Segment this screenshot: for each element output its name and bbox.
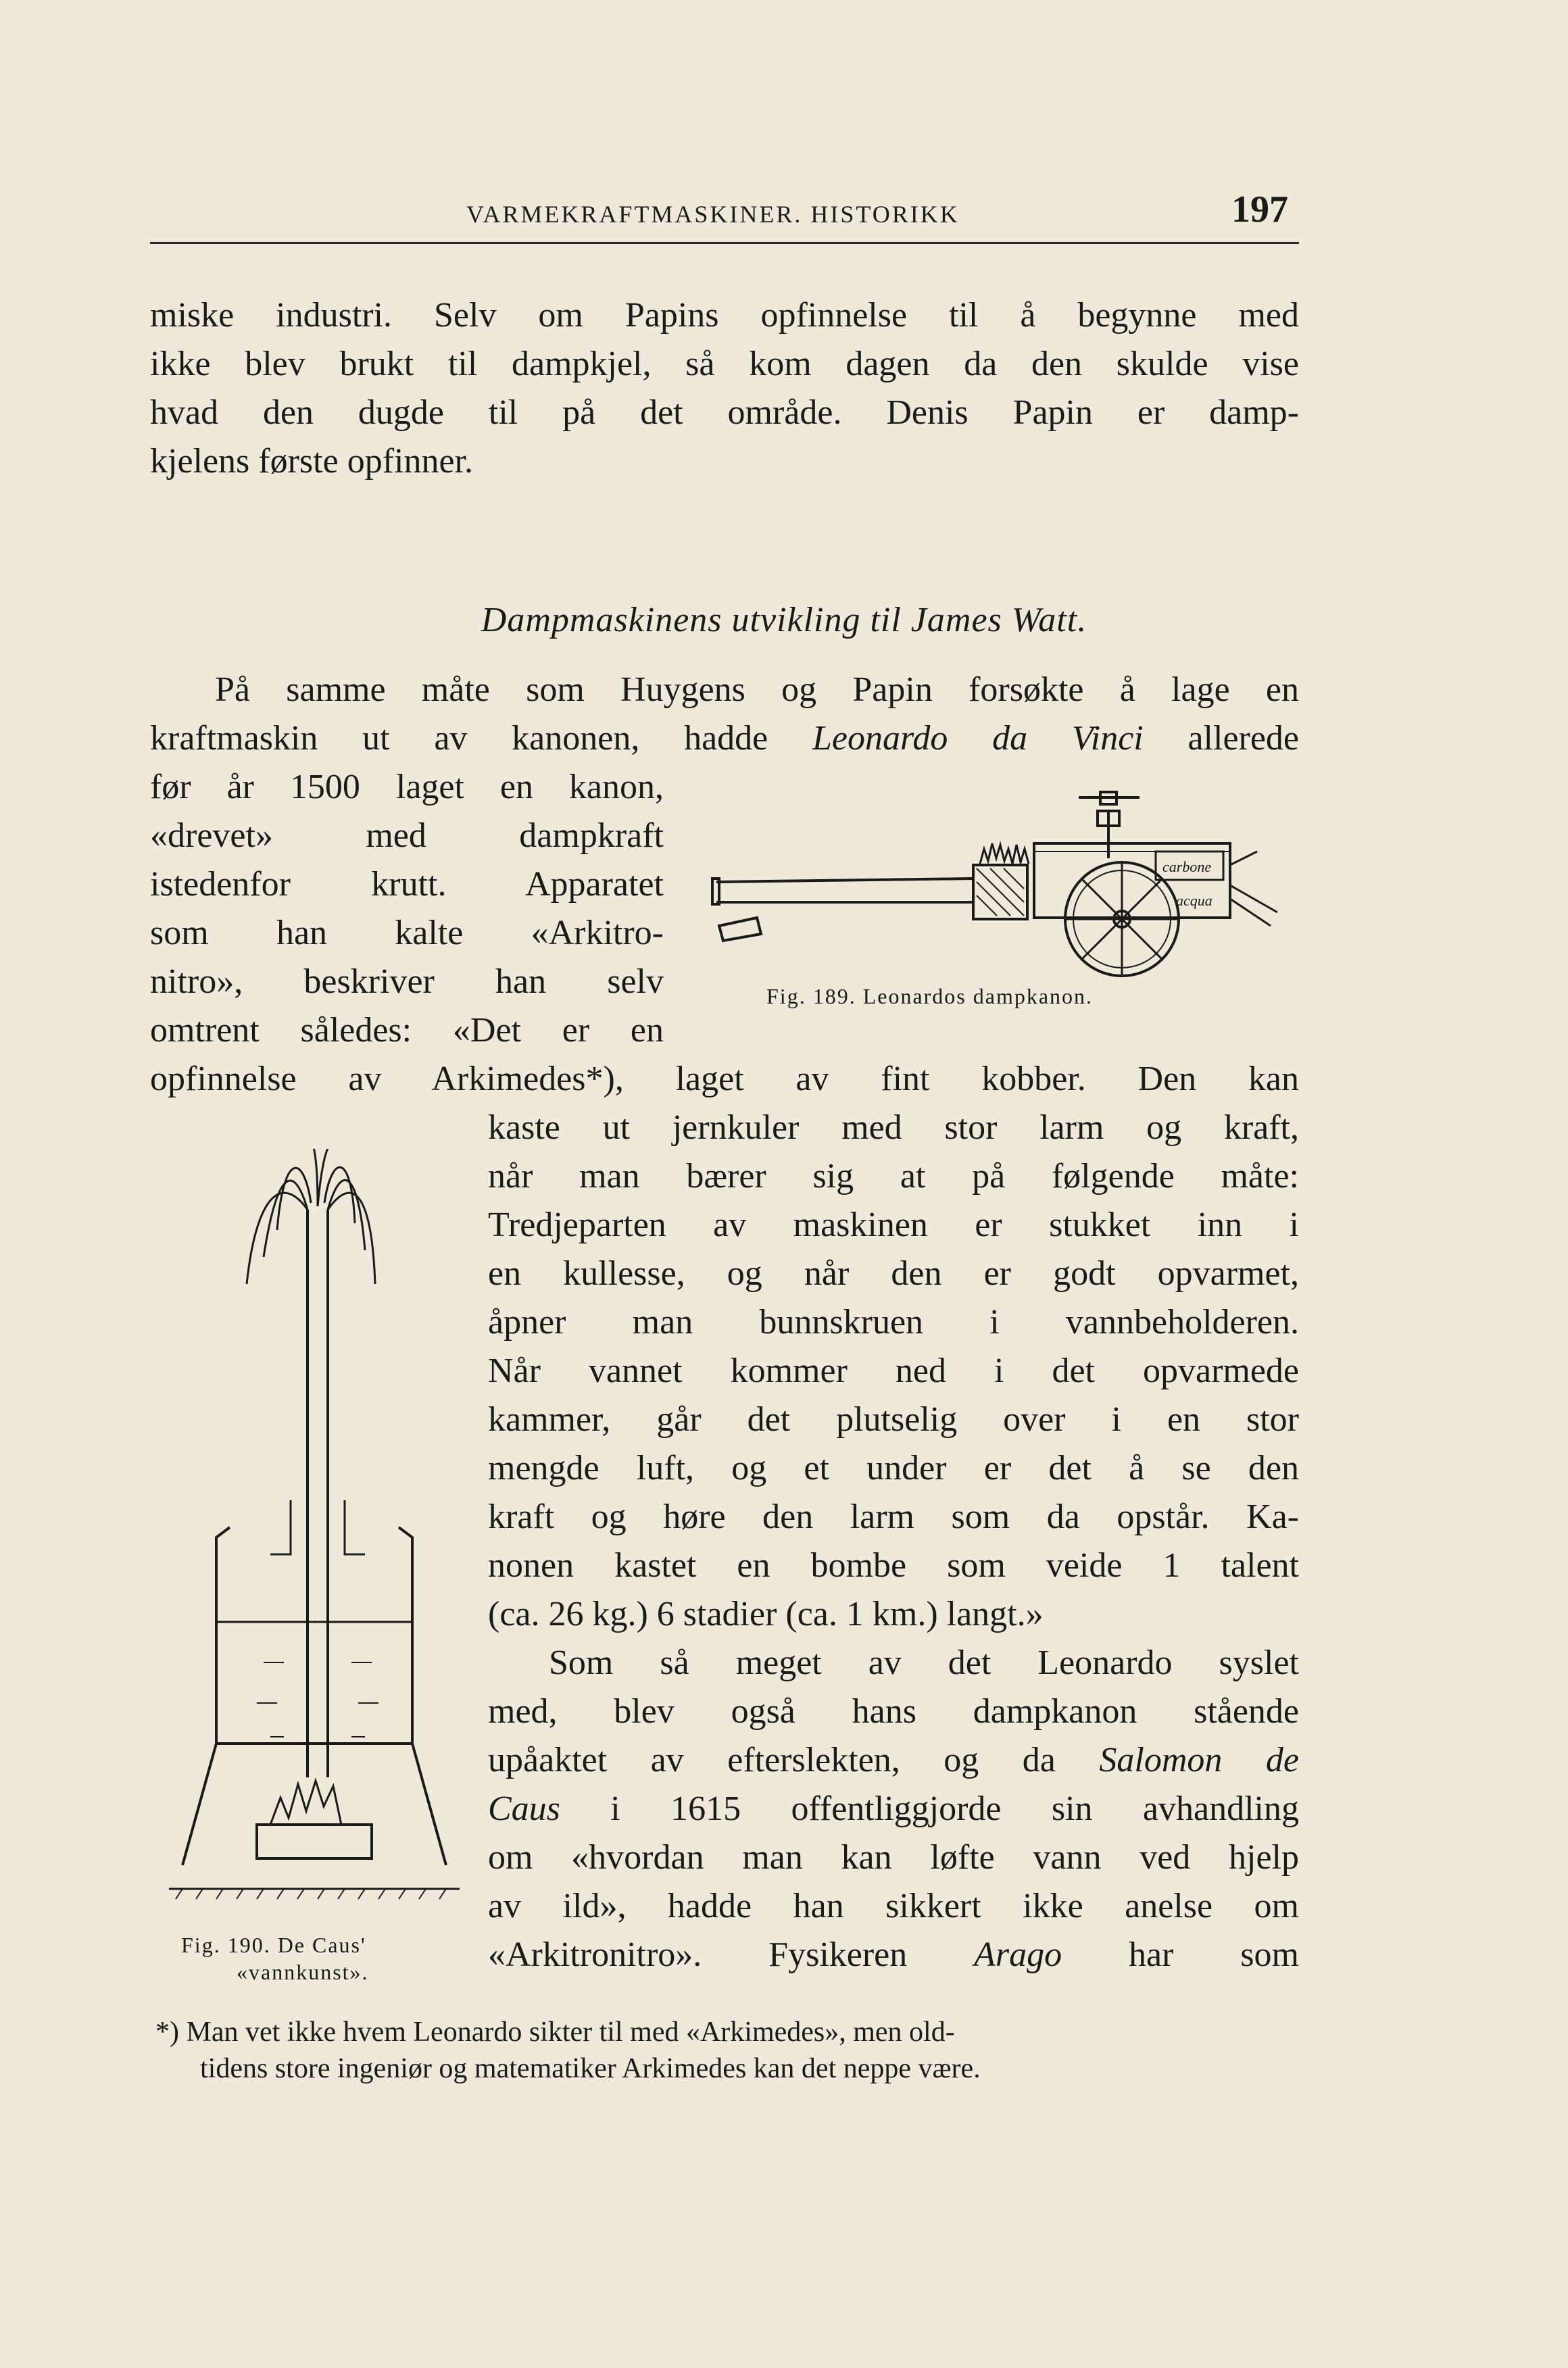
body-line: Tredjeparten av maskinen er stukket inn i — [488, 1206, 1299, 1244]
running-header: VARMEKRAFTMASKINER. HISTORIKK — [466, 201, 960, 228]
fig189-dampkanon-illustration — [703, 784, 1298, 987]
footnote-line: tidens store ingeniør og matematiker Arkimedes kan det neppe være. — [200, 2053, 981, 2084]
body-line: om «hvordan man kan løfte vann ved hjelp — [488, 1838, 1299, 1877]
page-number: 197 — [1231, 189, 1288, 230]
text-run: upåaktet av efterslekten, og da — [488, 1741, 1100, 1779]
body-line: hvad den dugde til på det område. Denis Papin er damp- — [150, 393, 1299, 432]
body-line: nitro», beskriver han selv — [150, 962, 664, 1001]
body-line: når man bærer sig at på følgende måte: — [488, 1157, 1299, 1195]
body-line: istedenfor krutt. Apparatet — [150, 865, 664, 904]
body-line: mengde luft, og et under er det å se den — [488, 1449, 1299, 1487]
body-line: kjelens første opfinner. — [150, 442, 473, 480]
body-line: Når vannet kommer ned i det opvarmede — [488, 1352, 1299, 1390]
person-name: Arago — [974, 1935, 1062, 1974]
person-name: Caus — [488, 1790, 560, 1828]
fig189-caption: Fig. 189. Leonardos dampkanon. — [766, 984, 1094, 1008]
body-line: nonen kastet en bombe som veide 1 talent — [488, 1546, 1299, 1585]
body-line: På samme måte som Huygens og Papin forsøkte å lage en — [215, 670, 1299, 709]
body-line: av ild», hadde han sikkert ikke anelse om — [488, 1887, 1299, 1925]
footnote-line: *) Man vet ikke hvem Leonardo sikter til med «Arkimedes», men old- — [155, 2017, 955, 2048]
body-line — [150, 718, 1299, 762]
body-line: Som så meget av det Leonardo syslet — [549, 1644, 1299, 1682]
header-rule — [150, 242, 1299, 244]
body-line — [488, 1934, 1299, 1979]
text-run: i 1615 offentliggjorde sin avhandling — [560, 1790, 1299, 1828]
text-run: allerede — [1143, 719, 1299, 758]
body-line: «drevet» med dampkraft — [150, 816, 664, 855]
text-run: «Arkitronitro». Fysikeren — [488, 1935, 975, 1974]
body-line — [488, 1788, 1299, 1833]
fig190-caption: Fig. 190. De Caus' — [181, 1933, 366, 1957]
text-run: kraftmaskin ut av kanonen, hadde — [150, 719, 813, 758]
body-line: som han kalte «Arkitro- — [150, 914, 664, 952]
body-line — [488, 1740, 1299, 1784]
fig189-label-carbone: carbone — [1162, 858, 1212, 875]
body-line: kraft og høre den larm som da opstår. Ka- — [488, 1498, 1299, 1536]
body-line: ikke blev brukt til dampkjel, så kom dagen da den skulde vise — [150, 345, 1299, 383]
fig189-label-acqua: acqua — [1176, 892, 1212, 909]
body-line: med, blev også hans dampkanon stående — [488, 1692, 1299, 1731]
body-line: kammer, går det plutselig over i en stor — [488, 1400, 1299, 1439]
body-line: opfinnelse av Arkimedes*), laget av fint kobber. Den kan — [150, 1060, 1299, 1098]
fig190-vannkunst-illustration — [169, 1149, 460, 1906]
fig190-caption-sub: «vannkunst». — [237, 1960, 369, 1984]
body-line: (ca. 26 kg.) 6 stadier (ca. 1 km.) langt.» — [488, 1595, 1044, 1633]
person-name: Salomon de — [1099, 1741, 1299, 1779]
body-line: åpner man bunnskruen i vannbeholderen. — [488, 1303, 1299, 1341]
text-run: har som — [1062, 1935, 1299, 1974]
body-line: en kullesse, og når den er godt opvarmet, — [488, 1254, 1299, 1293]
section-heading: Dampmaskinens utvikling til James Watt. — [481, 601, 1087, 639]
body-line: kaste ut jernkuler med stor larm og kraft, — [488, 1108, 1299, 1147]
body-line: omtrent således: «Det er en — [150, 1011, 664, 1050]
body-line: før år 1500 laget en kanon, — [150, 768, 664, 806]
person-name: Leonardo da Vinci — [812, 719, 1144, 758]
body-line: miske industri. Selv om Papins opfinnelse til å begynne med — [150, 296, 1299, 335]
